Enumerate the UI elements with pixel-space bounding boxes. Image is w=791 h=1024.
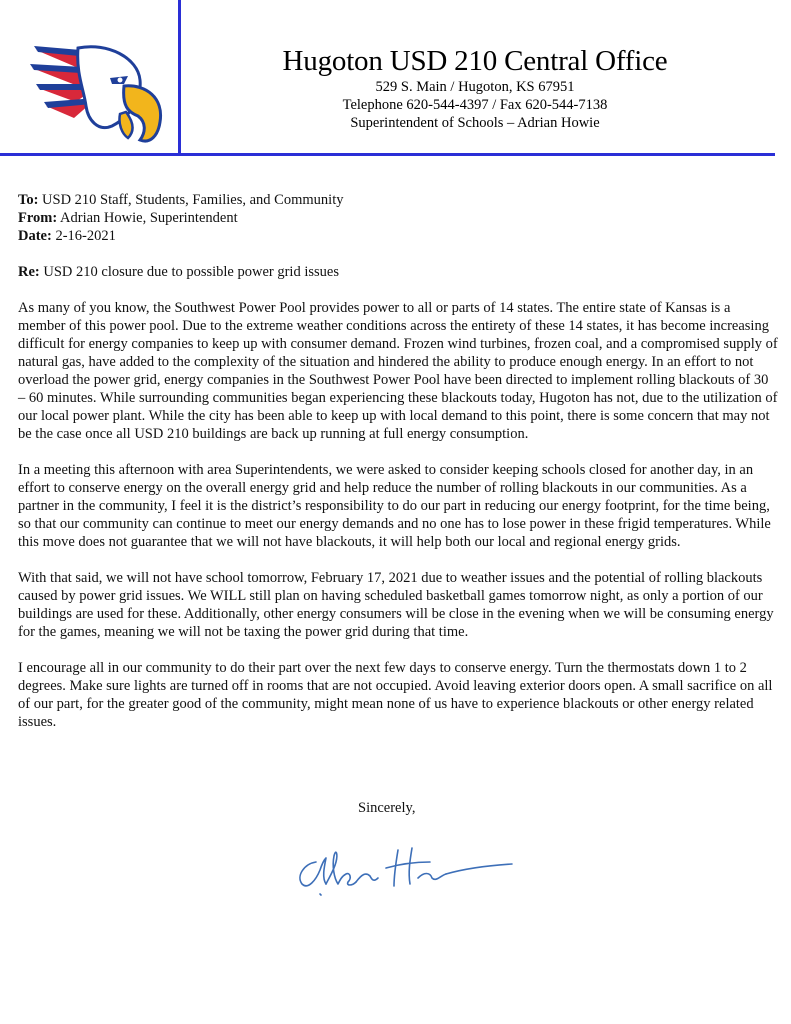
office-superintendent: Superintendent of Schools – Adrian Howie	[350, 115, 600, 131]
date-label: Date:	[18, 228, 52, 244]
paragraph-meeting: In a meeting this afternoon with area Superintendents, we were asked to consider keeping schools closed for another day, in an effort to conserve energy on the overall energy grid and help reduce the number of rolling blackouts in our communities. As a partner in the community, I feel it is the district’s responsibility to do our part in reducing our energy footprint, for the time being, so that our community can continue to meet our energy demands and no one has to lose power in these frigid temperatures. While this move does not guarantee that we will not have blackouts, it will help both our local and regional energy grids.	[18, 462, 771, 550]
memo-header	[18, 191, 778, 245]
office-title: Hugoton USD 210 Central Office	[282, 45, 668, 77]
letterhead	[190, 44, 760, 132]
memo-to	[18, 191, 778, 209]
memo-from	[18, 209, 778, 227]
memo-subject	[18, 263, 778, 281]
re-value: USD 210 closure due to possible power grid issues	[43, 264, 339, 280]
memo-date	[18, 227, 778, 245]
from-label: From:	[18, 210, 58, 226]
paragraph-closure: With that said, we will not have school tomorrow, February 17, 2021 due to weather issues and the potential of rolling blackouts caused by power grid issues. We WILL still plan on having scheduled basketball games tomorrow night, as only a portion of our buildings are used for these. Additionally, other energy consumers will be close in the evening when we will be consuming energy for the games, meaning we will not be taxing the power grid during that time.	[18, 570, 774, 640]
closing-salutation: Sincerely,	[358, 800, 416, 816]
to-label: To:	[18, 192, 39, 208]
date-value: 2-16-2021	[55, 228, 116, 244]
office-phone-fax: Telephone 620-544-4397 / Fax 620-544-7138	[342, 97, 608, 113]
office-address: 529 S. Main / Hugoton, KS 67951	[375, 79, 575, 95]
header-vertical-rule	[178, 0, 181, 155]
re-label: Re:	[18, 264, 40, 280]
to-value: USD 210 Staff, Students, Families, and Community	[42, 192, 344, 208]
paragraph-conservation: I encourage all in our community to do their part over the next few days to conserve energy. Turn the thermostats down 1 to 2 degrees. Make sure lights are turned off in rooms that are not occupied. Avoid leaving exterior doors open. A small sacrifice on all of our part, for the greater good of the community, might mean none of us have to experience blackouts or other energy related issues.	[18, 660, 773, 730]
eagle-logo-icon	[28, 40, 168, 150]
signature-icon	[290, 826, 520, 898]
memo-body	[18, 191, 778, 749]
paragraph-power-pool: As many of you know, the Southwest Power Pool provides power to all or parts of 14 states. The entire state of Kansas is a member of this power pool. Due to the extreme weather conditions across the entirety of these 14 states, it has become increasing difficult for energy companies to keep up with consumer demand. Frozen wind turbines, frozen coal, and a compromised supply of natural gas, have added to the complexity of the situation and hindered the ability to produce enough energy. In an effort to not overload the power grid, energy companies in the Southwest Power Pool have been directed to implement rolling blackouts of 30 – 60 minutes. While surrounding communities began experiencing these blackouts today, Hugoton has not, due to the utilization of our local power plant. While the city has been able to keep up with local demand to this point, there is some concern that may not be the case once all USD 210 buildings are back up running at full energy consumption.	[18, 300, 778, 442]
from-value: Adrian Howie, Superintendent	[60, 210, 238, 226]
header-horizontal-rule	[0, 153, 775, 156]
